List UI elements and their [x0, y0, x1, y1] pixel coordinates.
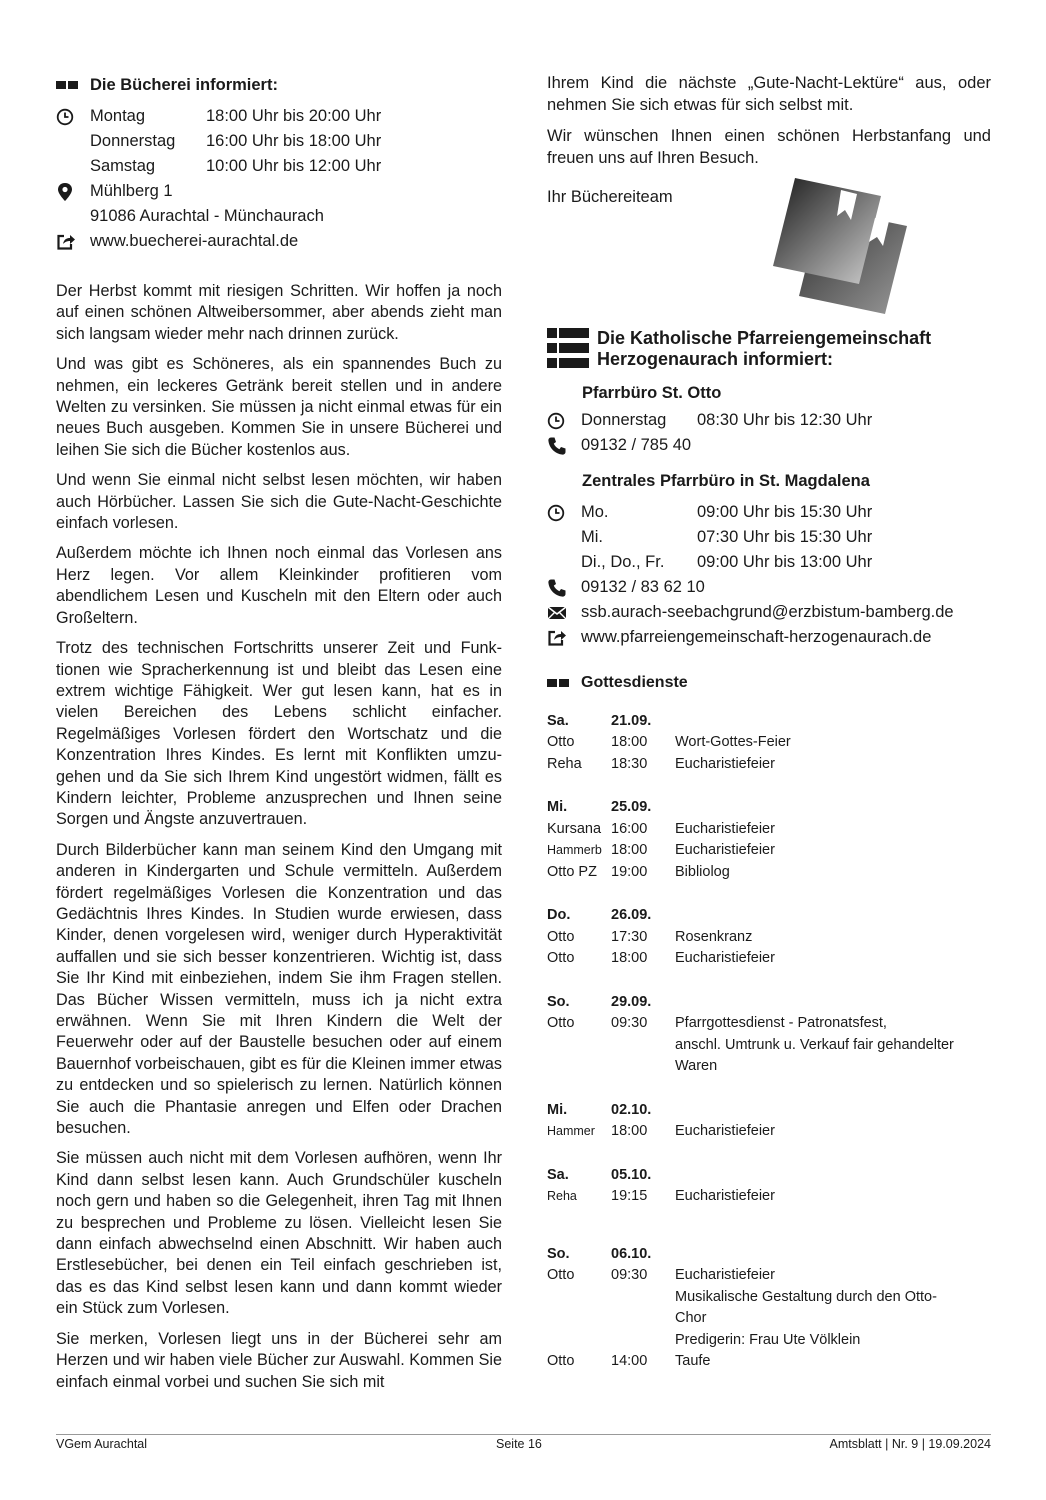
service-time: 09:30	[611, 1015, 648, 1032]
service-row	[547, 1121, 991, 1143]
service-date-row	[547, 1099, 991, 1121]
service-description: Musikalische Gestaltung durch den Otto-	[675, 1288, 937, 1305]
footer-right: Amtsblatt | Nr. 9 | 19.09.2024	[829, 1437, 991, 1451]
pfarrei-heading: Die Katholische Pfarreiengemeinschaft Herzogenaurach informiert:	[547, 328, 991, 370]
service-row	[547, 1286, 991, 1308]
service-description: Taufe	[675, 1353, 711, 1370]
service-location: Reha	[547, 755, 582, 772]
clock-icon	[547, 410, 571, 432]
service-location: Otto	[547, 1267, 575, 1284]
service-description: Predigerin: Frau Ute Völklein	[675, 1331, 861, 1348]
right-column	[547, 72, 991, 1372]
otto-phone-row	[547, 433, 991, 458]
service-row	[547, 732, 991, 754]
service-row	[547, 818, 991, 840]
books-logo-icon	[765, 164, 915, 314]
address-row-2: 91086 Aurachtal - Münchaurach	[90, 207, 324, 225]
magdalena-hours-row-2: Di., Do., Fr. 09:00 Uhr bis 13:00 Uhr	[581, 553, 873, 571]
service-weekday: Mi.	[547, 1101, 568, 1118]
service-weekday: Sa.	[547, 1166, 569, 1183]
service-description: anschl. Umtrunk u. Verkauf fair gehandelter	[675, 1036, 954, 1053]
otto-heading: Pfarrbüro St. Otto	[582, 383, 722, 402]
service-weekday: So.	[547, 1245, 570, 1262]
magdalena-hours-row-1: Mi. 07:30 Uhr bis 15:30 Uhr	[581, 528, 873, 546]
service-time: 16:00	[611, 820, 648, 837]
footer-left: VGem Aurachtal	[56, 1437, 148, 1451]
service-date: 02.10.	[611, 1101, 652, 1118]
buecherei-paragraph-3: Außerdem möchte ich Ihnen noch einmal das Vorlesen ans Herz legen. Vor allem Kleinkinder profitieren vom abendlichem Lesen und Kuscheln mit den Eltern oder auch Großeltern.	[56, 544, 502, 627]
service-time: 18:30	[611, 755, 648, 772]
service-description: Eucharistiefeier	[675, 1188, 775, 1205]
section-bars-icon	[547, 328, 589, 370]
service-description: Eucharistiefeier	[675, 1123, 775, 1140]
pfarrei-website-link[interactable]: www.pfarreiengemeinschaft-herzogenaurach.de	[581, 628, 932, 646]
section-marker-icon	[547, 679, 571, 687]
service-date: 21.09.	[611, 712, 652, 729]
left-column	[56, 72, 502, 1402]
hours-row-2: Samstag 10:00 Uhr bis 12:00 Uhr	[90, 157, 382, 175]
magdalena-phone-row	[547, 575, 991, 600]
service-row	[547, 1265, 991, 1287]
service-date: 05.10.	[611, 1166, 652, 1183]
service-weekday: So.	[547, 993, 570, 1010]
buecherei-signature: Ihr Büchereiteam	[547, 188, 673, 206]
service-time: 18:00	[611, 1123, 648, 1140]
service-row	[547, 861, 991, 883]
service-weekday: Sa.	[547, 712, 569, 729]
service-time: 19:15	[611, 1188, 648, 1205]
service-row	[547, 1186, 991, 1208]
service-row	[547, 753, 991, 775]
service-description: Eucharistiefeier	[675, 842, 775, 859]
services-list	[547, 710, 991, 1372]
service-description: Eucharistiefeier	[675, 950, 775, 967]
service-time: 19:00	[611, 863, 648, 880]
service-description: Wort-Gottes-Feier	[675, 734, 791, 751]
service-time: 18:00	[611, 950, 648, 967]
service-weekday: Mi.	[547, 799, 568, 816]
clock-icon	[56, 106, 80, 128]
service-date-row	[547, 1243, 991, 1265]
buecherei-paragraph-continued: Ihrem Kind die nächste „Gute-Nacht-Lektüre“ aus, oder nehmen Sie sich etwas für sich selbst mit.	[547, 74, 991, 114]
service-date: 25.09.	[611, 799, 652, 816]
service-description: Rosenkranz	[675, 928, 753, 945]
buecherei-paragraph-7: Sie merken, Vorlesen liegt uns in der Bücherei sehr am Herzen und wir haben viele Bücher zur Auswahl. Kommen Sie einfach einmal vorbei und suchen Sie sich mit	[56, 1329, 502, 1391]
service-location: Hammer	[547, 1124, 595, 1139]
buecherei-website-link[interactable]: www.buecherei-aurachtal.de	[90, 232, 299, 250]
magdalena-email-link[interactable]: ssb.aurach-seebachgrund@erzbistum-bamberg.de	[581, 603, 954, 621]
service-row	[547, 1034, 991, 1056]
service-location: Otto	[547, 1353, 575, 1370]
mail-icon	[547, 602, 571, 624]
service-location: Otto	[547, 734, 575, 751]
section-marker-icon	[56, 81, 80, 89]
phone-icon	[547, 435, 571, 457]
service-row	[547, 926, 991, 948]
service-row	[547, 1351, 991, 1373]
service-date-row	[547, 797, 991, 819]
footer-divider	[56, 1434, 991, 1435]
service-time: 18:00	[611, 734, 648, 751]
service-time: 18:00	[611, 842, 648, 859]
buecherei-paragraph-5: Durch Bilderbücher kann man seinem Kind den Umgang mit anderen in Kindergarten und Schule vermitteln. Außerdem fördert regelmäßiges Vorlesen die Konzentration und das Gedächtnis Ihres Kindes. In Studien wurde erwiesen, dass Kinder, denen vorgelesen wird, weniger durch Hyperaktivität auffallen und sie sich besser konzentrieren. Wichtig ist, dass Sie Ihr Kind mit einbeziehen, indem Sie ihm Fragen stellen. Das Bücher Wissen vermitteln, muss ich ja nicht extra erwähnen. Wenn Sie mit Ihren Kindern die Welt der Feuerwehr oder auf der Baustelle besuchen oder auf einem Bauernhof vorbeischauen, gibt es für die Kleinen immer etwas zu entdecken und so spielerisch zu lernen. Natürlich können Sie auch die Phantasie anregen und Elfen oder Drachen besuchen.	[56, 840, 502, 1138]
service-row	[547, 1308, 991, 1330]
service-row	[547, 1056, 991, 1078]
service-location: Kursana	[547, 820, 602, 837]
clock-icon	[547, 502, 571, 524]
service-location: Otto PZ	[547, 863, 597, 880]
external-link-icon	[547, 627, 571, 649]
buecherei-heading: Die Bücherei informiert:	[56, 72, 502, 98]
external-link-icon	[56, 231, 80, 253]
service-date-row	[547, 905, 991, 927]
magdalena-website-row	[547, 625, 991, 650]
footer-page-number: Seite 16	[496, 1437, 542, 1451]
service-description: Waren	[675, 1058, 718, 1075]
service-time: 14:00	[611, 1353, 648, 1370]
service-date-row	[547, 1164, 991, 1186]
location-pin-icon	[56, 181, 80, 203]
service-row	[547, 840, 991, 862]
hours-row-1: Donnerstag 16:00 Uhr bis 18:00 Uhr	[90, 132, 382, 150]
buecherei-paragraph-0: Der Herbst kommt mit riesigen Schritten. Wir hoffen ja noch auf einen schönen Altweibersommer, aber abends zieht man sich langsam wieder mehr nach drinnen zurück.	[56, 282, 502, 343]
service-description: Pfarrgottesdienst - Patronatsfest,	[675, 1015, 887, 1032]
buecherei-paragraph-4: Trotz des technischen Fortschritts unserer Zeit und Funktionen wie Spracherkennung ist und bleibt das Lesen eine extrem wichtige Fähigkeit. Wer gut lesen kann, hat es in vielen Bereichen des Lebens schlicht einfacher. Regelmäßiges Vorlesen fördert den Wortschatz und die Konzentration Ihres Kindes. Es lernt mit Konflikten umzugehen und da Sie sich Ihrem Kind ungestört widmen, fällt es Kindern leichter, Probleme anzusprechen und Ihnen seine Sorgen und Ängste anzuvertrauen.	[56, 639, 502, 829]
service-date-row	[547, 991, 991, 1013]
service-row	[547, 948, 991, 970]
magdalena-heading: Zentrales Pfarrbüro in St. Magdalena	[582, 471, 870, 490]
magdalena-phone[interactable]: 09132 / 83 62 10	[581, 578, 705, 596]
service-date: 06.10.	[611, 1245, 652, 1262]
service-location: Hammerb	[547, 843, 602, 858]
buecherei-paragraph-6: Sie müssen auch nicht mit dem Vorlesen aufhören, wenn Ihr Kind dann selbst lesen kann. Auch Grundschüler kuscheln noch gern und haben so die Gelegenheit, ihren Tag mit Ihnen zu besprechen und Probleme zu lösen. Vielleicht lesen Sie dann einfach abwechselnd einen Abschnitt. Wir haben auch Erstlesebücher, bei denen ein Teil einfach geschrieben ist, das es das Kind selbst lesen kann und dann kommt wieder ein Stück zum Vorlesen.	[56, 1149, 502, 1318]
service-time: 17:30	[611, 928, 648, 945]
buecherei-paragraph-closing: Wir wünschen Ihnen einen schönen Herbstanfang und freuen uns auf Ihren Besuch.	[547, 127, 991, 167]
service-location: Otto	[547, 950, 575, 967]
magdalena-email-row	[547, 600, 991, 625]
gottesdienste-heading: Gottesdienste	[547, 670, 991, 696]
service-date: 26.09.	[611, 907, 652, 924]
magdalena-hours-row-0: Mo. 09:00 Uhr bis 15:30 Uhr	[547, 500, 991, 525]
service-description: Eucharistiefeier	[675, 1267, 775, 1284]
service-row	[547, 1013, 991, 1035]
service-row	[547, 1329, 991, 1351]
service-description: Eucharistiefeier	[675, 755, 775, 772]
hours-row-0: Montag 18:00 Uhr bis 20:00 Uhr	[56, 104, 502, 129]
service-description: Bibliolog	[675, 863, 730, 880]
service-location: Reha	[547, 1189, 577, 1204]
service-weekday: Do.	[547, 907, 571, 924]
service-description: Eucharistiefeier	[675, 820, 775, 837]
service-location: Otto	[547, 1015, 575, 1032]
phone-icon	[547, 577, 571, 599]
service-location: Otto	[547, 928, 575, 945]
buecherei-paragraph-2: Und wenn Sie einmal nicht selbst lesen möchten, wir haben auch Hörbücher. Lassen Sie sich die Gute-Nacht-Geschichte einfach vorlesen.	[56, 471, 502, 533]
address-row: Mühlberg 1	[56, 179, 502, 204]
website-row	[56, 229, 502, 254]
otto-phone[interactable]: 09132 / 785 40	[581, 436, 692, 454]
service-time: 09:30	[611, 1267, 648, 1284]
service-date: 29.09.	[611, 993, 652, 1010]
service-date-row	[547, 710, 991, 732]
buecherei-paragraph-1: Und was gibt es Schöneres, als ein spannendes Buch zu nehmen, ein leckeres Getränk bereit stellen und in andere Welten zu versinken. Sie müssen ja nicht einmal etwas für ein neues Buch ausgeben. Kommen Sie in unsere Bücherei und leihen Sie sich die Bücher kostenlos aus.	[56, 355, 502, 459]
otto-hours-row: Donnerstag 08:30 Uhr bis 12:30 Uhr	[547, 408, 991, 433]
service-description: Chor	[675, 1310, 707, 1327]
